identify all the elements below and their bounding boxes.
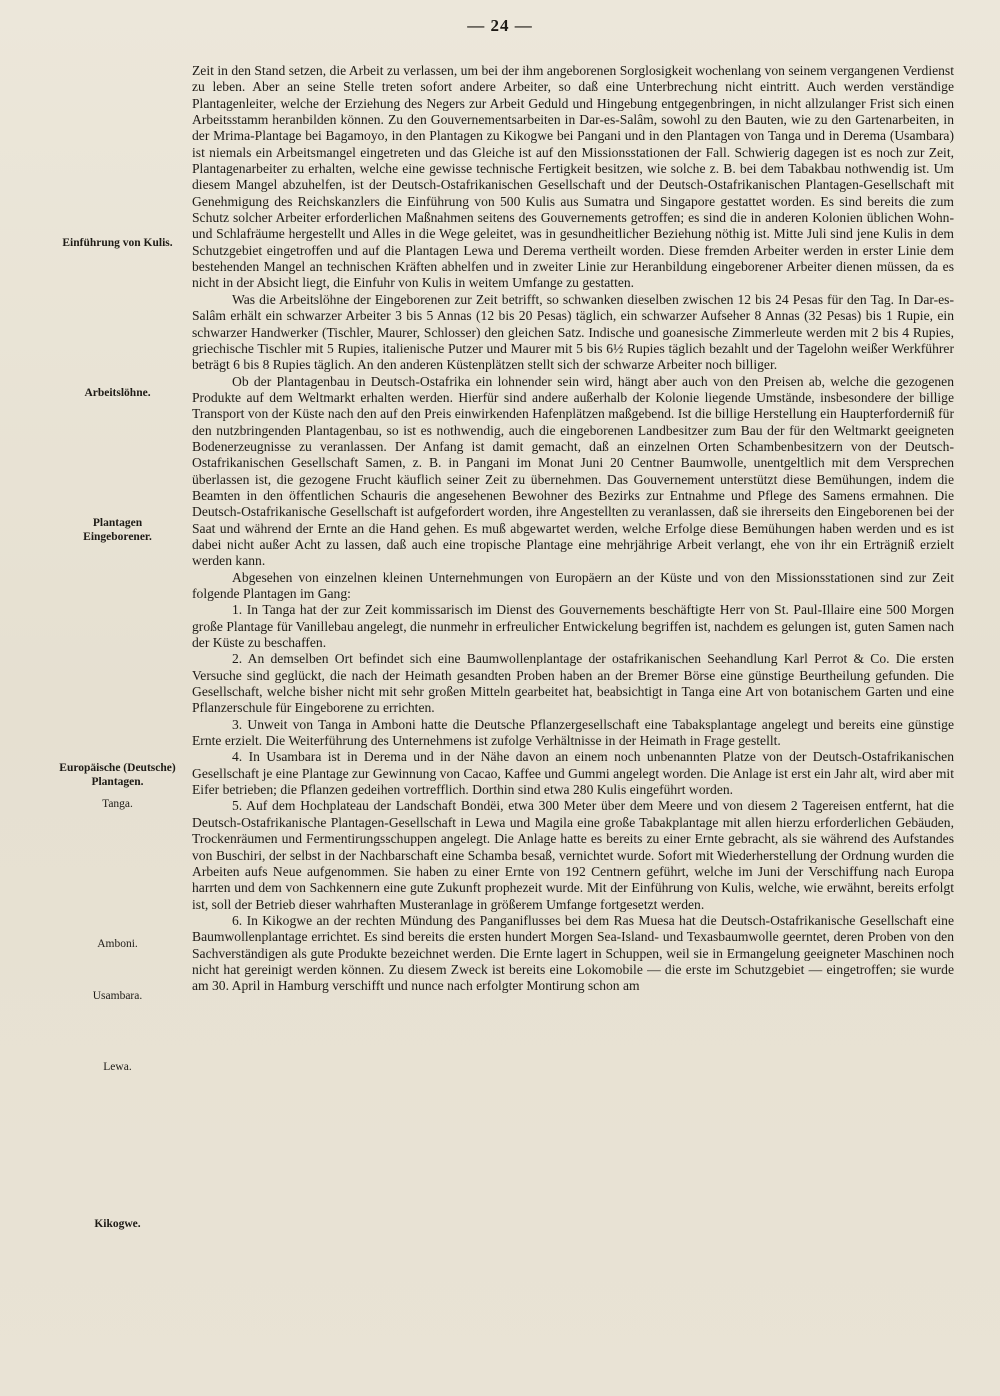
paragraph: Abgesehen von einzelnen kleinen Unternehmungen von Europäern an der Küste und von den Missionsstationen sind zur Zeit folgende Plantagen im Gang: <box>192 569 954 601</box>
paragraph: Ob der Plantagenbau in Deutsch-Ostafrika ein lohnender sein wird, hängt aber auch von den Preisen ab, welche die gezogenen Produkte auf dem Weltmarkt erhalten werden. Hierfür sind andere außerhalb der Kolonie liegende Umstände, insbesondere der billige Transport von der Küste nach den auf den Preis einwirkenden Hafenplätzen maßgebend. Ist die billige Herstellung ein Haupterforderniß für den nutzbringenden Plantagenbau, so ist es nothwendig, auch die eingeborenen Landbesitzer zum Bau der für den Weltmarkt geeigneten Bodenerzeugnisse zu veranlassen. Der Anfang ist damit gemacht, daß an einzelnen Orten Schambenbesitzern von der Deutsch-Ostafrikanischen Gesellschaft Samen, z. B. in Pangani im Monat Juni 20 Centner Baumwolle, unentgeltlich mit dem Versprechen überlassen ist, die gezogene Frucht käuflich seiner Zeit zu übernehmen. Das Gouvernement unterstützt diese Bemühungen, indem die Beamten in den öffentlichen Schauris die angesehenen Bewohner des Bezirks zur Entnahme und Pflege des Samens ermahnen. Die Deutsch-Ostafrikanische Gesellschaft ist aufgefordert worden, ihre Angestellten zu veranlassen, daß sie ihrerseits den Eingeborenen bei der Saat und während der Ernte an die Hand gehen. Es muß abgewartet werden, welche Erfolge diese Bemühungen haben werden und es ist dabei nicht außer Acht zu lassen, daß auch eine tropische Plantage eine mehrjährige Arbeit verlangt, ehe von ihr ein Erträgniß erzielt werden kann. <box>192 373 954 569</box>
sidenote-europaeische-plantagen <box>40 761 195 789</box>
sidenote-amboni: Amboni. <box>97 938 138 950</box>
sidenote-tanga: Tanga. <box>102 798 133 810</box>
list-item: 5. Auf dem Hochplateau der Landschaft Bondëi, etwa 300 Meter über dem Meere und von diesem 2 Tagereisen entfernt, hat die Deutsch-Ostafrikanische Plantagen-Gesellschaft in Lewa und Magila eine große Tabakplantage mit allen hierzu erforderlichen Gebäuden, Trockenräumen und Fermentirungsschuppen angelegt. Die Anlage hatte es bereits zu einer Ernte gebracht, als sie während des Aufstandes von Buschiri, der selbst in der Nachbarschaft eine Schamba besaß, vernichtet wurde. Sofort mit Wiederherstellung der Ordnung wurden die Arbeiten aufs Neue aufgenommen. Sie haben zu einer Ernte von 192 Centnern geführt, welche im Juni der Verschiffung nach Europa harrten und dem von Sachkennern eine gute Zukunft prophezeit wurde. Mit der Einführung von Kulis, welche, wie erwähnt, bereits erfolgt ist, soll der Betrieb dieser wahrhaften Musteranlage in größerem Umfange fortgesetzt werden. <box>192 798 954 912</box>
paragraph: Zeit in den Stand setzen, die Arbeit zu verlassen, um bei der ihm angeborenen Sorglosigkeit wochenlang von seinem vergangenen Verdienst zu leben. Aber an seine Stelle treten sofort andere Arbeiter, so daß eine Unterbrechung nicht eintritt. Auch werden verständige Plantagenleiter, welche der Erziehung des Negers zur Arbeit Geduld und Hingebung entgegenbringen, in nicht allzulanger Frist sich einen Arbeitsstamm heranbilden können. Zu den Gouvernementsarbeiten in Dar-es-Salâm, sowohl zu den Bauten, wie zu den Gartenarbeiten, in der Mrima-Plantage bei Bagamoyo, in den Plantagen zu Kikogwe bei Pangani und in den Plantagen von Tanga und in Derema (Usambara) ist niemals ein Arbeitsmangel eingetreten und das Gleiche ist auf den Missionsstationen der Fall. Schwierig dagegen ist es noch zur Zeit, Plantagenarbeiter zu erhalten, welche eine gewisse technische Fertigkeit besitzen, wie solche z. B. bei dem Tabakbau nothwendig ist. Um diesem Mangel abzuhelfen, ist der Deutsch-Ostafrikanischen Gesellschaft und der Deutsch-Ostafrikanischen Plantagen-Gesellschaft mit Genehmigung des Reichskanzlers die Einführung von 500 Kulis aus Sumatra und Singapore gestattet worden. Es sind bereits die zum Schutz solcher Arbeiter erforderlichen Maßnahmen seitens des Gouvernements getroffen; es sind die in anderen Kolonien üblichen Wohn- und Schlafräume hergestellt und Alles in die Wege geleitet, was in gesundheitlicher Beziehung nöthig ist. Mitte Juli sind jene Kulis in dem Schutzgebiet eingetroffen und auf die Plantagen Lewa und Derema vertheilt worden. Diese fremden Arbeiter werden in erster Linie dem bestehenden Mangel an technischen Kräften abhelfen und in zweiter Linie zur Heranbildung eingeborener Arbeiter dienen müssen, da es nicht in der Absicht liegt, die Einfuhr von Kulis in weitem Umfange zu gestatten. <box>192 63 954 291</box>
sidenote-line: Plantagen <box>92 517 143 529</box>
list-item: 2. An demselben Ort befindet sich eine Baumwollenplantage der ostafrikanischen Seehandlung Karl Perrot & Co. Die ersten Versuche sind geglückt, die nach der Heimath gesandten Proben haben an der Bremer Börse eine günstige Beurtheilung gefunden. Die Gesellschaft, welche bisher nicht mit sehr großen Mitteln gearbeitet hat, beabsichtigt in Tanga eine Art von botanischem Garten und eine Pflanzerschule für Eingeborene zu errichten. <box>192 651 954 716</box>
sidenote-line: Eingeborener. <box>83 531 152 543</box>
list-item: 6. In Kikogwe an der rechten Mündung des Panganiflusses bei dem Ras Muesa hat die Deutsch-Ostafrikanische Gesellschaft eine Baumwollenplantage errichtet. Es sind bereits die ersten hundert Morgen Sea-Island- und Texasbaumwolle geerntet, deren Proben von den Sachverständigen als gute Produkte bezeichnet werden. Die Ernte lagert in Schuppen, weil sie in Ermangelung geeigneter Maschinen noch nicht hat gereinigt werden können. Zu diesem Zweck ist bereits eine Lokomobile — die erste im Schutzgebiet — eingetroffen; sie wurde am 30. April in Hamburg verschifft und nunce nach erfolgter Montirung schon am <box>192 912 954 994</box>
paragraph: Was die Arbeitslöhne der Eingeborenen zur Zeit betrifft, so schwanken dieselben zwischen 12 bis 24 Pesas für den Tag. In Dar-es-Salâm erhält ein schwarzer Arbeiter 3 bis 5 Annas (12 bis 20 Pesas) täglich, ein schwarzer Aufseher 8 Annas (32 Pesas) bis 1 Rupie, ein schwarzer Handwerker (Tischler, Maurer, Schlosser) den gleichen Satz. Indische und goanesische Zimmerleute werden mit 2 bis 4 Rupies, griechische Tischler mit 5 Rupies, italienische Putzer und Maurer mit 5 bis 6½ Rupies täglich bezahlt und der Tagelohn weißer Werkführer beträgt 6 bis 8 Rupies täglich. An den anderen Küstenplätzen stellt sich der schwarze Arbeiter noch billiger. <box>192 291 954 373</box>
body-text <box>192 63 954 995</box>
list-item: 4. In Usambara ist in Derema und in der Nähe davon an einem noch unbenannten Platze von der Deutsch-Ostafrikanischen Gesellschaft je eine Plantage zur Gewinnung von Cacao, Kaffee und Gummi angelegt worden. Die Anlage ist erst ein Jahr alt, wird aber mit Eifer betrieben; die Pflanzen gedeihen vortrefflich. Dorthin sind etwa 280 Kulis eingeführt worden. <box>192 749 954 798</box>
sidenote-kulis: Einführung von Kulis. <box>62 237 173 249</box>
sidenote-usambara: Usambara. <box>92 990 143 1002</box>
list-item: 1. In Tanga hat der zur Zeit kommissarisch im Dienst des Gouvernements beschäftigte Herr von St. Paul-Illaire eine 500 Morgen große Plantage für Vanillebau angelegt, die nunmehr in erfreulicher Entwickelung begriffen ist, nachdem es gelungen ist, guten Samen nach der Küste zu beschaffen. <box>192 602 954 651</box>
sidenote-line: Plantagen. <box>91 776 144 788</box>
list-item: 3. Unweit von Tanga in Amboni hatte die Deutsche Pflanzergesellschaft eine Tabaksplantage angelegt und bereits eine günstige Ernte erzielt. Die Weiterführung des Unternehmens ist zufolge Verhältnisse in der Heimath in Frage gestellt. <box>192 716 954 749</box>
sidenote-line: Europäische (Deutsche) <box>59 762 176 774</box>
sidenote-arbeitsloehne: Arbeitslöhne. <box>84 387 151 399</box>
sidenote-lewa: Lewa. <box>103 1061 132 1073</box>
sidenote-kikogwe: Kikogwe. <box>94 1218 141 1230</box>
sidenote-plantagen-eingeborener <box>40 516 195 544</box>
page-number: — 24 — <box>467 16 533 35</box>
